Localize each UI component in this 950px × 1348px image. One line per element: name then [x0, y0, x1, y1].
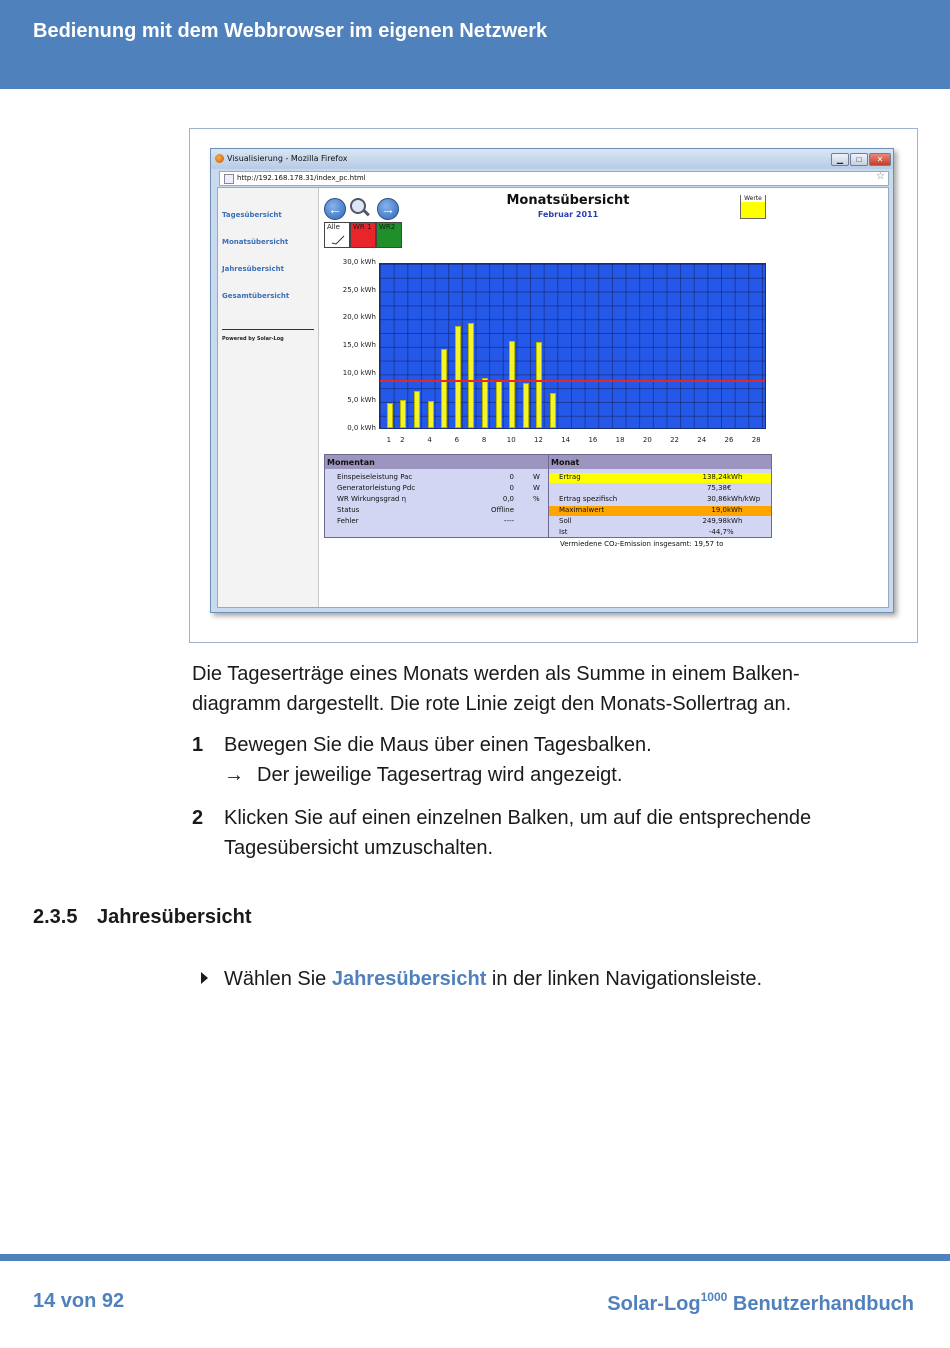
instruction-link: Jahresübersicht: [331, 968, 487, 990]
browser-content: [217, 187, 889, 608]
nav-item-jahresuebersicht[interactable]: Jahresübersicht: [222, 265, 284, 273]
momentan-unit: W: [533, 484, 540, 492]
momentan-unit: W: [533, 473, 540, 481]
werte-box[interactable]: [740, 195, 766, 219]
previous-arrow-button[interactable]: [324, 198, 346, 220]
monat-unit: %: [727, 528, 734, 536]
monat-unit: kWh/kWp: [727, 495, 761, 503]
step-1-number: 1: [192, 734, 204, 756]
step-2-line-1: Klicken Sie auf einen einzelnen Balken, um auf die entsprechende: [224, 807, 812, 829]
x-tick-label: 10: [506, 436, 516, 444]
y-tick-label: 25,0 kWh: [342, 285, 376, 294]
chart-bar[interactable]: [428, 401, 434, 428]
step-1-result: Der jeweilige Tagesertrag wird angezeigt.: [257, 764, 623, 786]
momentan-label: Fehler: [337, 517, 359, 525]
address-url: http://192.168.178.31/index_pc.html: [237, 174, 366, 182]
momentan-label: Status: [337, 506, 360, 514]
monat-label: Ist: [559, 528, 568, 536]
paragraph-line-1: Die Tageserträge eines Monats werden als Summe in einem Balken-: [192, 663, 800, 685]
x-tick-label: 18: [615, 436, 625, 444]
instruction-line: [224, 964, 762, 994]
chart-bar[interactable]: [550, 393, 556, 428]
chart-bar[interactable]: [468, 323, 474, 428]
y-tick-label: 20,0 kWh: [342, 313, 376, 322]
momentan-value: 0: [509, 484, 514, 492]
page-header: [0, 0, 950, 89]
momentan-row: [325, 495, 548, 505]
chart-bar[interactable]: [455, 326, 461, 428]
step-1-result-arrow: →: [224, 764, 244, 786]
left-navigation: [218, 188, 319, 607]
chart-bar[interactable]: [523, 383, 529, 428]
monat-label: Ertrag: [559, 473, 581, 481]
monat-label: Maximalwert: [559, 506, 605, 514]
momentan-label: WR Wirkungsgrad η: [337, 495, 407, 503]
momentan-row: [325, 473, 548, 483]
y-tick-label: 10,0 kWh: [342, 368, 376, 377]
momentan-value: 0,0: [502, 495, 514, 503]
footer-doc: Benutzerhandbuch: [727, 1293, 914, 1315]
chart-bar[interactable]: [414, 391, 420, 428]
arrow-left-icon: ←: [328, 201, 342, 217]
legend-alle[interactable]: [324, 222, 350, 248]
footer-page-number: 14 von 92: [33, 1290, 125, 1312]
instruction-prefix: Wählen Sie: [224, 968, 332, 990]
momentan-label: Einspeiseleistung Pac: [337, 473, 413, 481]
momentan-value: ----: [503, 517, 514, 525]
bullet-triangle-icon: [201, 972, 208, 984]
checkmark-icon: [331, 235, 345, 245]
footer-product-sup: 1000: [700, 1290, 728, 1304]
step-1-text: Bewegen Sie die Maus über einen Tagesbalken.: [224, 734, 652, 756]
werte-label: Werte: [741, 195, 765, 202]
x-tick-label: 2: [400, 436, 405, 444]
chart-bar[interactable]: [509, 341, 515, 428]
magnifier-handle: [362, 209, 370, 217]
next-arrow-button[interactable]: [377, 198, 399, 220]
x-tick-label: 14: [561, 436, 571, 444]
chart-bar[interactable]: [400, 400, 406, 428]
momentan-value: Offline: [491, 506, 514, 514]
chart-bar[interactable]: [387, 403, 393, 428]
section-title: Jahresübersicht: [97, 906, 252, 928]
monat-value: 75,38: [706, 484, 727, 492]
monat-unit: kWh: [727, 517, 743, 525]
chart-page-subtitle: Februar 2011: [537, 210, 599, 219]
arrow-right-icon: →: [381, 201, 395, 217]
monat-value: -44,7: [708, 528, 727, 536]
x-tick-label: 6: [454, 436, 460, 444]
monat-row: [549, 528, 771, 538]
y-tick-label: 0,0 kWh: [347, 424, 376, 432]
browser-window-title: Visualisierung - Mozilla Firefox: [227, 154, 348, 163]
momentan-label: Generatorleistung Pdc: [337, 484, 416, 492]
monat-value: 138,24: [702, 473, 727, 481]
x-tick-label: 1: [386, 436, 392, 444]
page-icon: [224, 174, 234, 184]
momentan-row: [325, 484, 548, 494]
monat-panel: [548, 454, 772, 538]
header-title: Bedienung mit dem Webbrowser im eigenen Netzwerk: [33, 20, 548, 42]
x-tick-label: 4: [427, 436, 432, 444]
footer-product: Solar-Log: [607, 1293, 701, 1315]
paragraph-line-2: diagramm dargestellt. Die rote Linie zeigt den Monats-Sollertrag an.: [192, 693, 792, 715]
legend-wr2-label: WR2: [379, 223, 396, 231]
momentan-row: [325, 506, 548, 516]
firefox-icon: [215, 154, 224, 163]
legend-wr1-label: WR 1: [353, 223, 372, 231]
momentan-unit: %: [533, 495, 540, 503]
zoom-button[interactable]: [349, 197, 371, 219]
legend-alle-label: Alle: [327, 223, 340, 231]
legend-wr1[interactable]: [350, 222, 376, 248]
nav-item-monatsuebersicht[interactable]: Monatsübersicht: [222, 238, 289, 246]
x-tick-label: 8: [481, 436, 487, 444]
monat-row: [549, 473, 771, 483]
momentan-value: 0: [509, 473, 514, 481]
monat-row: [549, 506, 771, 516]
chart-page-title: Monatsübersicht: [506, 193, 630, 208]
monat-row: [549, 495, 771, 505]
target-line: [380, 380, 765, 382]
monat-unit: kWh: [727, 473, 743, 481]
momentan-row: [325, 517, 548, 527]
step-2-line-2: Tagesübersicht umzuschalten.: [224, 837, 494, 859]
x-tick-label: 26: [724, 436, 734, 444]
chart-bar[interactable]: [482, 378, 488, 428]
monat-row: [549, 517, 771, 527]
momentan-title: Momentan: [327, 458, 375, 467]
powered-by: Powered by Solar-Log: [222, 336, 284, 342]
minimize-button[interactable]: ▁: [831, 153, 849, 166]
instruction-suffix: in der linken Navigationsleiste.: [486, 968, 763, 990]
chart-bar[interactable]: [496, 381, 502, 428]
bar-chart-plot: [379, 263, 766, 429]
chart-bar[interactable]: [536, 342, 542, 428]
chart-bar[interactable]: [441, 349, 447, 428]
y-tick-label: 5,0 kWh: [347, 396, 376, 405]
monat-value: 249,98: [702, 517, 727, 525]
monat-label: Soll: [559, 517, 572, 525]
nav-item-gesamtuebersicht[interactable]: Gesamtübersicht: [222, 292, 290, 300]
monat-header: [549, 455, 771, 469]
monat-value: 30,86: [706, 495, 727, 503]
monat-unit: kWh: [727, 506, 743, 514]
bookmark-star-icon[interactable]: ☆: [876, 171, 885, 182]
monat-label: Ertrag spezifisch: [559, 495, 618, 503]
monat-unit: €: [727, 484, 732, 492]
maximize-button[interactable]: □: [850, 153, 868, 166]
x-tick-label: 24: [697, 436, 707, 444]
y-tick-label: 15,0 kWh: [342, 341, 376, 349]
address-bar[interactable]: [219, 171, 889, 186]
footer-rule: [0, 1254, 950, 1261]
step-2-number: 2: [192, 807, 204, 829]
x-tick-label: 22: [670, 436, 679, 444]
x-tick-label: 16: [588, 436, 598, 444]
legend-wr2[interactable]: [376, 222, 402, 248]
monat-value: 19,0: [711, 506, 727, 514]
x-tick-label: 28: [751, 436, 761, 444]
nav-item-tagesuebersicht[interactable]: Tagesübersicht: [222, 211, 282, 219]
x-tick-label: 12: [534, 436, 543, 444]
section-number: 2.3.5: [33, 906, 78, 928]
y-tick-label: 30,0 kWh: [342, 258, 376, 266]
close-button[interactable]: ✕: [869, 153, 891, 166]
nav-separator: [222, 329, 314, 330]
footer-document-title: [607, 1290, 914, 1316]
monat-row: [549, 484, 771, 494]
browser-titlebar: [211, 149, 893, 169]
co2-emission-text: Vermiedene CO₂-Emission insgesamt: 19,57 to: [560, 540, 724, 548]
x-tick-label: 20: [642, 436, 652, 444]
browser-window: [210, 148, 894, 613]
monat-title: Monat: [551, 458, 580, 467]
momentan-header: [325, 455, 548, 469]
momentan-panel: [324, 454, 549, 538]
